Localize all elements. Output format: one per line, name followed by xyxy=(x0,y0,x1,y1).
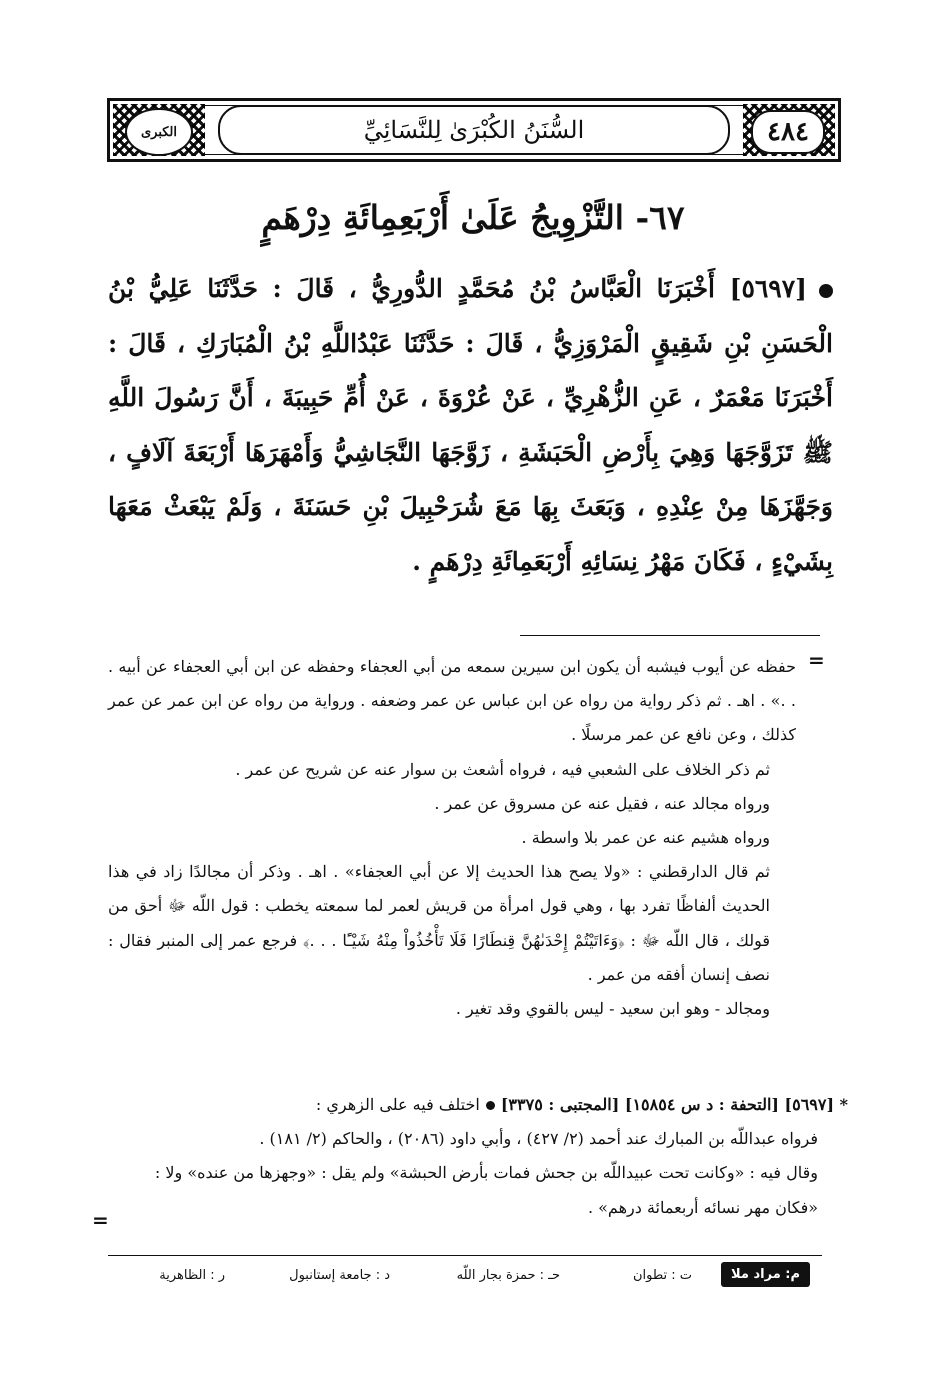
hadith-text: [٥٦٩٧] أَخْبَرَنَا الْعَبَّاسُ بْنُ مُحَمَّدٍ الدُّورِيُّ ، قَالَ : حَدَّثَنَا عَلِيُّ بْنُ الْحَسَنِ بْنِ شَقِيقٍ الْمَرْوَزِيُّ ، قَالَ : حَدَّثَنَا عَبْدُاللَّهِ بْنُ الْمُبَارَكِ ، قَالَ : أَخْبَرَنَا مَعْمَرٌ ، عَنِ الزُّهْرِيِّ ، عَنْ عُرْوَةَ ، عَنْ أُمِّ حَبِيبَةَ ، أَنَّ رَسُولَ اللَّهِ ﷺ تَزَوَّجَهَا وَهِيَ بِأَرْضِ الْحَبَشَةِ ، زَوَّجَهَا النَّجَاشِيُّ وَأَمْهَرَهَا أَرْبَعَةَ آلَافٍ ، وَجَهَّزَهَا مِنْ عِنْدِهِ ، وَبَعَثَ بِهَا مَعَ شُرَحْبِيلَ بْنِ حَسَنَةَ ، وَلَمْ يَبْعَثْ مَعَهَا بِشَيْءٍ ، فَكَانَ مَهْرُ نِسَائِهِ أَرْبَعَمِائَةِ دِرْهَمٍ . xyxy=(108,274,833,576)
footnote-separator xyxy=(520,635,820,636)
takhrij-line: وقال فيه : «وكانت تحت عبيداللّه بن جحش فمات بأرض الحبشة» ولم يقل : «وجهزها من عنده» ولا : «فكان مهر نسائه أربعمائة درهم» . xyxy=(154,1163,818,1217)
source-item: د : جامعة إستانبول xyxy=(289,1268,390,1283)
footnote-paragraph: حفظه عن أيوب فيشبه أن يكون ابن سيرين سمعه من أبي العجفاء وحفظه عن ابن أبي العجفاء عن أبيه . . .» . اهـ . ثم ذكر رواية من رواه عن ابن عباس عن عمر وضعفه . ورواية من رواه عن ابن عمر عن عمر كذلك ، وعن نافع عن عمر مرسلًا . xyxy=(108,657,796,745)
bullet-icon xyxy=(486,1101,495,1110)
footnote-paragraph: ورواه مجالد عنه ، فقيل عنه عن مسروق عن عمر . xyxy=(434,793,770,813)
book-title: السُّنَنُ الكُبْرَىٰ لِلنَّسَائِيِّ xyxy=(218,105,730,155)
source-item: ر : الظاهرية xyxy=(159,1268,225,1283)
footnote-paragraph: ومجالد - وهو ابن سعيد - ليس بالقوي وقد تغير . xyxy=(455,999,770,1019)
takhrij-line: فرواه عبداللّه بن المبارك عند أحمد (٢/ ٤٢٧) ، وأبي داود (٢٠٨٦) ، والحاكم (٢/ ١٨١) . xyxy=(259,1129,818,1149)
continuation-marker-top: = xyxy=(808,648,825,672)
hadith-text-block xyxy=(108,262,833,612)
source-item: ت : تطوان xyxy=(632,1268,692,1283)
continuation-marker-bottom: = xyxy=(92,1208,109,1232)
page-number: ٤٨٤ xyxy=(751,110,825,154)
chapter-title: ٦٧- التَّزْوِيجُ عَلَىٰ أَرْبَعِمِائَةِ دِرْهَمٍ xyxy=(261,198,685,237)
manuscript-sources xyxy=(130,1262,810,1292)
footnote-paragraph: ثم قال الدارقطني : «ولا يصح هذا الحديث إلا عن أبي العجفاء» . اهـ . وذكر أن مجالدًا زاد في هذا الحديث ألفاظًا تفرد بها ، وهي قول امرأة من قريش لعمر لما سمعته يخطب : قول اللّه ﷻ أحق من قولك ، قال اللّه ﷻ : ﴿وَءَاتَيْتُمْ إِحْدَىٰهُنَّ قِنطَارًا فَلَا تَأْخُذُواْ مِنْهُ شَيْـًٔا . . .﴾ فرجع عمر إلى المنبر فقال : نصف إنسان أفقه من عمر . xyxy=(108,862,770,984)
source-badge: م: مراد ملا xyxy=(721,1262,810,1287)
book-logo: الكبرى xyxy=(125,108,193,156)
bottom-rule xyxy=(108,1255,822,1256)
bullet-icon xyxy=(819,284,833,298)
footnotes xyxy=(108,650,796,1085)
ornament-right xyxy=(743,104,835,156)
takhrij-note: اختلف فيه على الزهري : xyxy=(315,1095,480,1114)
takhrij-header xyxy=(108,1088,848,1122)
footnote-paragraph: ثم ذكر الخلاف على الشعبي فيه ، فرواه أشعث بن سوار عنه عن شريح عن عمر . xyxy=(235,759,770,779)
page-header xyxy=(107,98,841,162)
footnote-paragraph: ورواه هشيم عنه عن عمر بلا واسطة . xyxy=(521,828,770,848)
ornament-left xyxy=(113,104,205,156)
source-item: حـ : حمزة بجار اللّه xyxy=(456,1268,560,1283)
takhrij-section xyxy=(108,1088,848,1248)
takhrij-reference: * [٥٦٩٧] [التحفة : د س ١٥٨٥٤] [المجتبى : ٣٣٧٥] xyxy=(500,1095,848,1114)
